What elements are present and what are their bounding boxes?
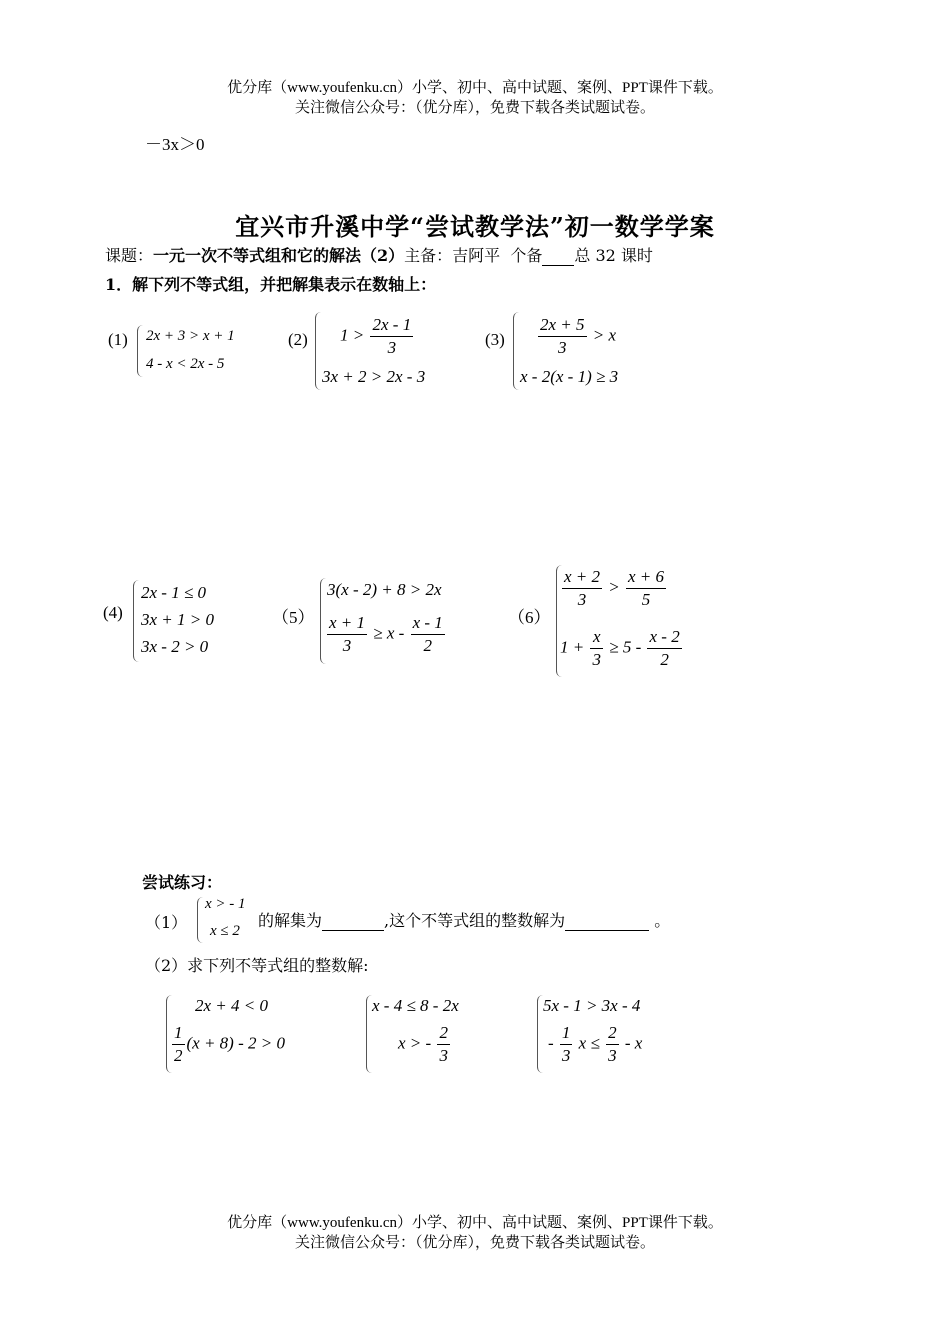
- practice-system-b-line-2: x > - $\frac{2}{3}$: [398, 1023, 448, 1065]
- practice-1-line-1: x > - 1: [205, 896, 246, 912]
- q1-item-6-line-2: 1 + $\frac{x}{3}$ ≥ 5 - $\frac{x - 2}{2}$: [560, 627, 680, 669]
- q1-item-5-fraction-a: $\frac{x + 1}{3}$: [329, 613, 366, 655]
- lesson-total: 总 32 课时: [574, 246, 653, 265]
- integer-solution-blank[interactable]: [565, 912, 649, 931]
- q1-item-6-fraction-c: $\frac{x}{3}$: [592, 627, 601, 669]
- q1-item-6-line-1: $\frac{x + 2}{3}$ > $\frac{x + 6}{5}$: [564, 567, 665, 609]
- q1-item-6-number: （6）: [508, 608, 551, 627]
- q1-item-4-number: (4): [103, 603, 123, 622]
- q1-item-2-fraction: $\frac{2x - 1}{3}$: [372, 315, 412, 357]
- q1-item-6-fraction-d: $\frac{x - 2}{2}$: [649, 627, 680, 669]
- lesson-individual-prep: 个备: [510, 246, 543, 265]
- q1-item-2-line-1: 1 > $\frac{2x - 1}{3}$: [340, 315, 412, 357]
- practice-1-number: （1）: [145, 913, 188, 932]
- q1-item-4-line-1: 2x - 1 ≤ 0: [141, 583, 207, 602]
- practice-system-a-line-2: $\frac{1}{2}$ (x + 8) - 2 > 0: [174, 1023, 285, 1065]
- q1-item-5-number: （5）: [272, 608, 315, 627]
- practice-system-a-line-1: 2x + 4 < 0: [195, 996, 268, 1015]
- practice-system-c-fraction-b: $\frac{2}{3}$: [608, 1023, 617, 1065]
- footer-line-2: 关注微信公众号：（优分库），免费下载各类试题试卷。: [294, 1235, 655, 1251]
- practice-system-a-fraction: $\frac{1}{2}$: [174, 1023, 183, 1065]
- q1-heading: 1．解下列不等式组，并把解集表示在数轴上：: [105, 275, 437, 294]
- q1-item-3-line-2: x - 2(x - 1) ≥ 3: [520, 367, 619, 386]
- q1-item-2-number: (2): [288, 330, 308, 349]
- q1-item-1-line-2: 4 - x < 2x - 5: [146, 356, 225, 372]
- lesson-main-prep: 主备：吉阿平: [404, 246, 501, 265]
- practice-heading: 尝试练习：: [142, 873, 223, 892]
- practice-system-b-line-1: x - 4 ≤ 8 - 2x: [372, 996, 459, 1015]
- practice-system-c-fraction-a: $\frac{1}{3}$: [561, 1023, 571, 1065]
- practice-1-text: 的解集为 ,这个不等式组的整数解为 。: [258, 911, 671, 930]
- page-title: 宜兴市升溪中学“尝试教学法”初一数学学案: [235, 212, 715, 241]
- practice-2-text: （2）求下列不等式组的整数解:: [145, 956, 369, 975]
- q1-item-5-fraction-b: $\frac{x - 1}{2}$: [412, 613, 443, 655]
- stray-expression: －3x＞0: [145, 135, 205, 154]
- practice-system-c-line-1: 5x - 1 > 3x - 4: [543, 996, 641, 1015]
- q1-item-6-fraction-b: $\frac{x + 6}{5}$: [628, 567, 665, 609]
- q1-item-3-fraction: $\frac{2x + 5}{3}$: [540, 315, 585, 357]
- q1-item-4-line-2: 3x + 1 > 0: [141, 610, 214, 629]
- q1-item-2-brace: [315, 312, 322, 390]
- lesson-label: 课题：: [105, 246, 154, 265]
- q1-item-3-line-1: $\frac{2x + 5}{3}$ > x: [540, 315, 617, 357]
- practice-system-b-fraction: $\frac{2}{3}$: [439, 1023, 448, 1065]
- footer-line-1: 优分库（www.youfenku.cn）小学、初中、高中试题、案例、PPT课件下载。: [227, 1215, 723, 1231]
- individual-prep-blank[interactable]: [542, 247, 574, 266]
- lesson-topic: 一元一次不等式组和它的解法（2）: [153, 246, 405, 265]
- lesson-line: [105, 243, 653, 266]
- practice-1-line-2: x ≤ 2: [210, 923, 240, 939]
- q1-item-2-line-2: 3x + 2 > 2x - 3: [322, 367, 426, 386]
- q1-item-4-line-3: 3x - 2 > 0: [141, 637, 209, 656]
- q1-item-1-number: (1): [108, 330, 128, 349]
- q1-item-5-line-2: $\frac{x + 1}{3}$ ≥ x - $\frac{x - 1}{2}$: [329, 613, 443, 655]
- q1-item-3-brace: [513, 312, 520, 390]
- q1-item-5-line-1: 3(x - 2) + 8 > 2x: [327, 580, 442, 599]
- q1-item-4-brace: [133, 580, 140, 662]
- solution-set-blank[interactable]: [322, 912, 384, 931]
- q1-item-1-line-1: 2x + 3 > x + 1: [146, 328, 235, 344]
- header-line-2: 关注微信公众号：（优分库），免费下载各类试题试卷。: [294, 100, 655, 116]
- practice-system-c-line-2: - $\frac{1}{3}$ x ≤ $\frac{2}{3}$ - x: [548, 1023, 643, 1065]
- q1-item-1-brace: [137, 325, 144, 377]
- practice-1-brace: [197, 897, 204, 943]
- q1-item-6-fraction-a: $\frac{x + 2}{3}$: [564, 567, 601, 609]
- q1-item-3-number: (3): [485, 330, 505, 349]
- header-line-1: 优分库（www.youfenku.cn）小学、初中、高中试题、案例、PPT课件下载。: [227, 80, 723, 96]
